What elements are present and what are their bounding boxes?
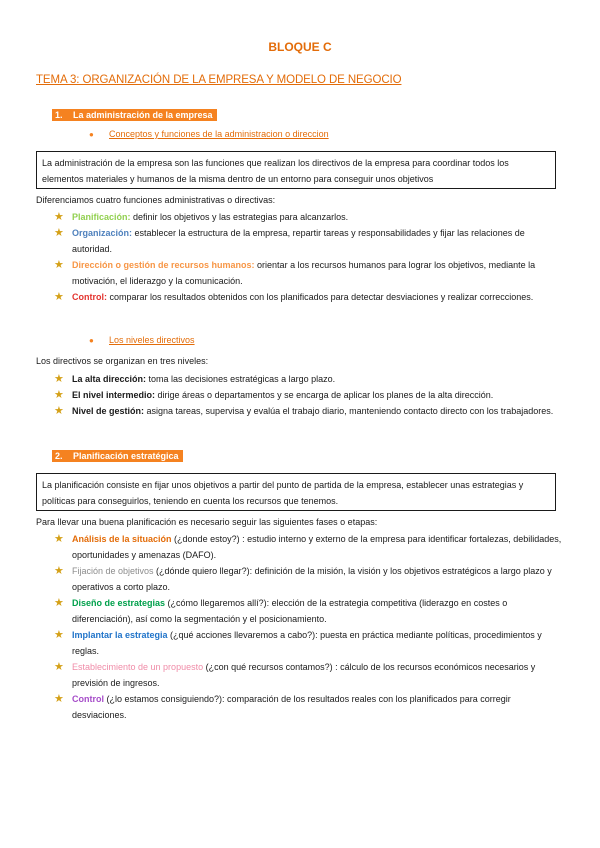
star-icon: ★	[54, 405, 64, 417]
function-term: Dirección o gestión de recursos humanos:	[72, 260, 255, 270]
bullet-dot-icon: ●	[89, 336, 94, 345]
star-icon: ★	[54, 373, 64, 385]
topic-title: TEMA 3: ORGANIZACIÓN DE LA EMPRESA Y MODELO DE NEGOCIO	[36, 74, 402, 86]
function-text: orientar a los recursos humanos para lograr los objetivos, mediante la motivación, el liderazgo y la comunicación.	[72, 260, 536, 286]
definition-box: La planificación consiste en fijar unos objetivos a partir del punto de partida de la empresa, establecer unas estrategias y políticas para conseguirlos, teniendo en cuenta los recursos que tenemos.	[36, 473, 556, 511]
level-text: dirige áreas o departamentos y se encarga de aplicar los planes de la alta dirección.	[155, 390, 494, 400]
section-heading-1	[52, 109, 217, 121]
definition-box: La administración de la empresa son las funciones que realizan los directivos de la empresa para coordinar todos los elementos materiales y humanos de la misma dentro de un entorno para conseguir unos objetivos	[36, 151, 556, 189]
phases-list	[54, 531, 564, 723]
list-item	[54, 403, 564, 419]
function-term: Organización:	[72, 228, 133, 238]
functions-list	[54, 209, 564, 305]
function-text: establecer la estructura de la empresa, repartir tareas y responsabilidades y fijar las relaciones de autoridad.	[72, 228, 525, 254]
list-item	[54, 659, 564, 691]
list-item	[54, 563, 564, 595]
star-icon: ★	[54, 629, 64, 641]
levels-list	[54, 371, 564, 419]
list-item	[54, 627, 564, 659]
function-text: comparar los resultados obtenidos con los planificados para detectar desviaciones y realizar correcciones.	[107, 292, 534, 302]
function-term: Planificación:	[72, 212, 131, 222]
function-term: Control:	[72, 292, 107, 302]
section-number: 1.	[55, 110, 63, 120]
level-text: toma las decisiones estratégicas a largo plazo.	[146, 374, 336, 384]
section-heading-text: La administración de la empresa	[73, 110, 213, 120]
list-item	[54, 225, 564, 257]
phase-text: (¿donde estoy?) : estudio interno y externo de la empresa para identificar fortalezas, debilidades, oportunidades y amenazas (DAFO).	[72, 534, 562, 560]
phase-term: Fijación de objetivos	[72, 566, 154, 576]
section-heading-2	[52, 450, 183, 462]
phases-intro: Para llevar una buena planificación es necesario seguir las siguientes fases o etapas:	[36, 517, 378, 527]
bullet-dot-icon: ●	[89, 130, 94, 139]
functions-intro: Diferenciamos cuatro funciones administrativas o directivas:	[36, 195, 276, 205]
subsection-levels	[89, 335, 195, 345]
page-title: BLOQUE C	[268, 40, 332, 54]
star-icon: ★	[54, 211, 64, 223]
star-icon: ★	[54, 389, 64, 401]
phase-term: Establecimiento de un propuesto	[72, 662, 204, 672]
level-text: asigna tareas, supervisa y evalúa el trabajo diario, manteniendo contacto directo con los trabajadores.	[144, 406, 554, 416]
list-item	[54, 289, 564, 305]
phase-text: (¿con qué recursos contamos?) : cálculo de los recursos económicos necesarios y previsión de ingresos.	[72, 662, 536, 688]
function-text: definir los objetivos y las estrategias para alcanzarlos.	[130, 212, 349, 222]
list-item	[54, 595, 564, 627]
levels-intro: Los directivos se organizan en tres niveles:	[36, 356, 209, 366]
phase-text: (¿dónde quiero llegar?): definición de la misión, la visión y los objetivos estratégicos a largo plazo y operativos a corto plazo.	[72, 566, 552, 592]
phase-term: Implantar la estrategia	[72, 630, 168, 640]
subsection-label: Conceptos y funciones de la administracion o direccion	[109, 129, 329, 139]
phase-term: Análisis de la situación	[72, 534, 172, 544]
star-icon: ★	[54, 227, 64, 239]
list-item	[54, 387, 564, 403]
phase-term: Control	[72, 694, 104, 704]
section-heading-text: Planificación estratégica	[73, 451, 179, 461]
star-icon: ★	[54, 661, 64, 673]
star-icon: ★	[54, 291, 64, 303]
star-icon: ★	[54, 693, 64, 705]
level-term: El nivel intermedio:	[72, 390, 156, 400]
star-icon: ★	[54, 565, 64, 577]
star-icon: ★	[54, 533, 64, 545]
list-item	[54, 691, 564, 723]
list-item	[54, 371, 564, 387]
phase-text: (¿lo estamos consiguiendo?): comparación de los resultados reales con los planificados para corregir desviaciones.	[72, 694, 511, 720]
list-item	[54, 257, 564, 289]
level-term: Nivel de gestión:	[72, 406, 145, 416]
phase-text: (¿cómo llegaremos allí?): elección de la estrategia competitiva (liderazgo en costes o diferenciación), así como la segmentación y el posicionamiento.	[72, 598, 508, 624]
phase-term: Diseño de estrategias	[72, 598, 166, 608]
level-term: La alta dirección:	[72, 374, 147, 384]
list-item	[54, 531, 564, 563]
subsection-label: Los niveles directivos	[109, 335, 195, 345]
subsection-concepts	[89, 129, 329, 139]
star-icon: ★	[54, 259, 64, 271]
phase-text: (¿qué acciones llevaremos a cabo?): puesta en práctica mediante políticas, procedimientos y reglas.	[72, 630, 542, 656]
star-icon: ★	[54, 597, 64, 609]
list-item	[54, 209, 564, 225]
section-number: 2.	[55, 451, 63, 461]
